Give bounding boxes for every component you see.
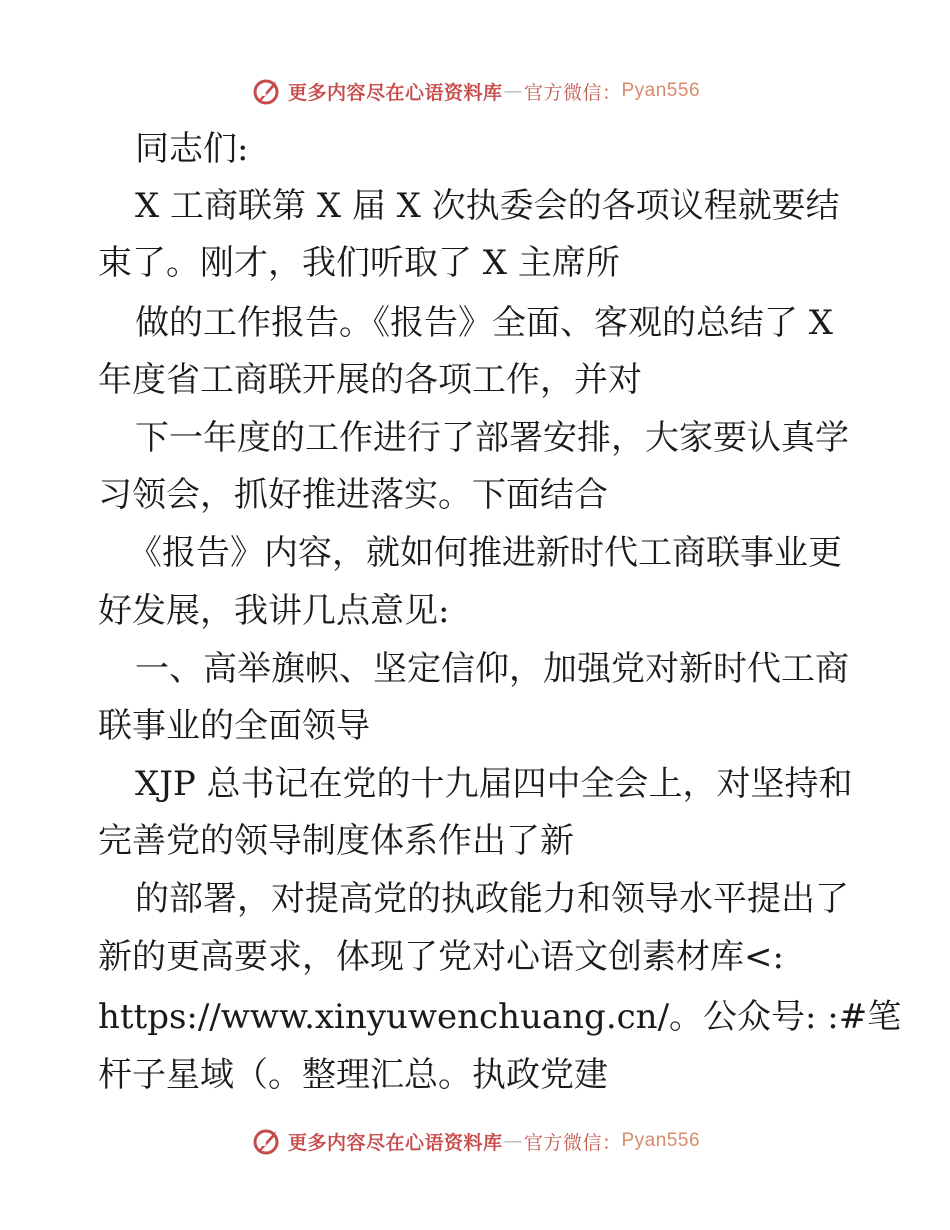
watermark-sub-text: 官方微信： (523, 1131, 622, 1154)
text-line: 同志们: (135, 129, 249, 169)
url-line: https://www.xinyuwenchuang.cn/。公众号: :#笔 (98, 997, 902, 1037)
watermark-main-text: 更多内容尽在心语资料库 (287, 81, 503, 104)
watermark-banner-bottom (0, 1121, 950, 1161)
text-line: 新的更高要求，体现了党对心语文创素材库<: (98, 937, 784, 977)
text-line: 杆子星域（。整理汇总。执政党建 (98, 1055, 608, 1095)
watermark-dash: — (503, 1130, 523, 1152)
text-line: 年度省工商联开展的各项工作，并对 (98, 360, 642, 400)
text-line: 习领会，抓好推进落实。下面结合 (98, 475, 608, 515)
text-line: 束了。刚才，我们听取了 X 主席所 (98, 243, 620, 283)
text-line: 《报告》内容，就如何推进新时代工商联事业更 (128, 533, 842, 573)
text-line: 下一年度的工作进行了部署安排，大家要认真学 (135, 418, 849, 458)
text-line: 完善党的领导制度体系作出了新 (98, 821, 574, 861)
text-line: X 工商联第 X 届 X 次执委会的各项议程就要结 (135, 186, 840, 226)
text-line: 好发展，我讲几点意见: (98, 591, 450, 631)
text-line: XJP 总书记在党的十九届四中全会上，对坚持和 (135, 764, 853, 804)
watermark-main-text: 更多内容尽在心语资料库 (287, 1131, 503, 1154)
watermark-wechat-id: Pyan556 (621, 80, 701, 101)
section-heading-line: 联事业的全面领导 (98, 706, 370, 746)
watermark-dash: — (503, 80, 523, 102)
watermark-banner-top (0, 71, 950, 111)
pen-nib-logo-icon (250, 75, 282, 107)
pen-nib-logo-icon (250, 1125, 282, 1157)
text-line: 的部署，对提高党的执政能力和领导水平提出了 (135, 879, 849, 919)
watermark-sub-text: 官方微信： (523, 81, 622, 104)
section-heading-line: 一、高举旗帜、坚定信仰，加强党对新时代工商 (135, 649, 849, 689)
watermark-wechat-id: Pyan556 (621, 1130, 701, 1151)
text-line: 做的工作报告。《报告》全面、客观的总结了 X (135, 303, 834, 343)
